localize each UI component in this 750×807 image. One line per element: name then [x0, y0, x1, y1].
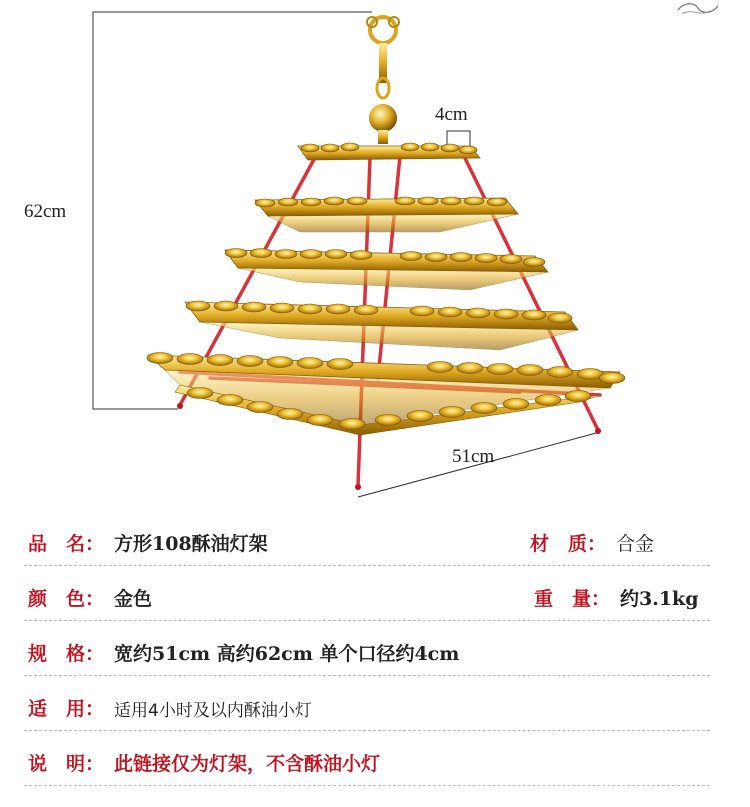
spec-value-note: 此链接仅为灯架，不含酥油小灯: [114, 753, 381, 775]
spec-label-weight: 重 量：: [534, 588, 611, 610]
spec-label-name: 品 名：: [28, 533, 105, 555]
spec-label-size: 规 格：: [28, 643, 105, 665]
cup-size-label: 4cm: [435, 104, 468, 125]
hanging-hook: [367, 17, 399, 144]
spec-label-usage: 适 用：: [28, 698, 105, 720]
gold-tiers: [148, 146, 620, 435]
spec-label-note: 说 明：: [28, 753, 105, 775]
spec-label-color: 颜 色：: [28, 588, 105, 610]
corner-swirl-logo: [674, 0, 724, 20]
spec-value-usage: 适用4小时及以内酥油小灯: [114, 701, 312, 721]
spec-value-size: 宽约51cm 高约62cm 单个口径约4cm: [114, 643, 460, 665]
spec-value-name: 方形108酥油灯架: [114, 533, 268, 555]
spec-value-weight: 约3.1kg: [620, 588, 699, 610]
spec-row-color: [24, 570, 710, 621]
spec-row-size: [24, 625, 710, 676]
spec-row-name: [24, 515, 710, 566]
spec-row-note: [24, 735, 710, 786]
spec-value-color: 金色: [114, 588, 153, 610]
spec-value-material: 合金: [616, 533, 655, 555]
spec-label-material: 材 质：: [530, 533, 607, 555]
spec-row-usage: [24, 680, 710, 731]
height-label: 62cm: [24, 201, 67, 222]
width-label: 51cm: [452, 446, 495, 467]
